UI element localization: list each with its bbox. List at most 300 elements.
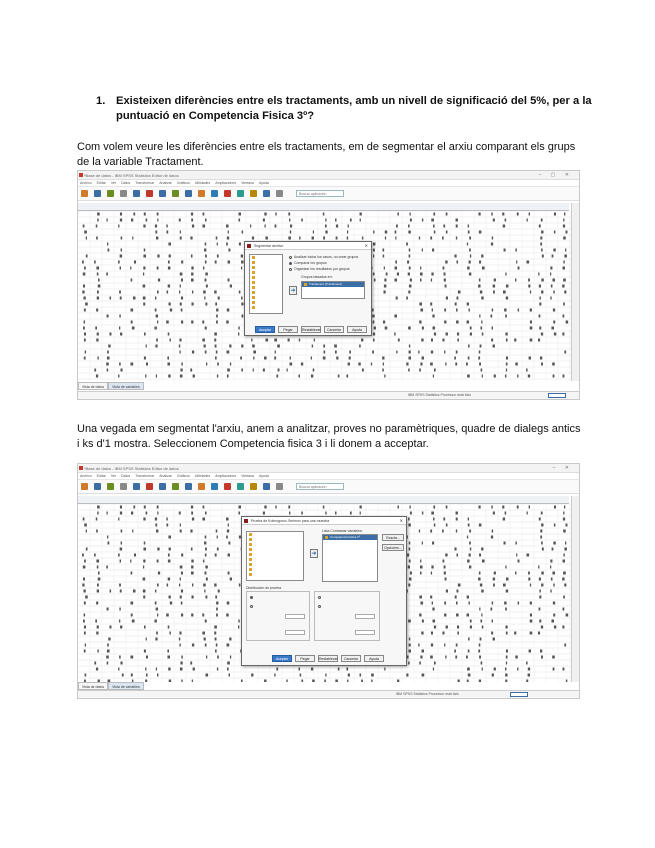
variable-list-item[interactable] bbox=[247, 572, 303, 577]
reset-button[interactable]: Restablecer bbox=[302, 328, 321, 332]
redo-icon[interactable] bbox=[146, 190, 153, 197]
grid-header bbox=[78, 203, 569, 211]
cell-value bbox=[216, 644, 218, 647]
param-field[interactable] bbox=[355, 614, 375, 619]
cell-value bbox=[529, 357, 531, 360]
cell-value bbox=[360, 213, 362, 216]
cell-value bbox=[157, 614, 158, 617]
cell-value bbox=[226, 321, 228, 324]
reset-button[interactable]: Restablecer bbox=[319, 657, 338, 661]
menu-item[interactable]: Archivo bbox=[80, 181, 92, 185]
cell-value bbox=[541, 291, 543, 294]
cell-value bbox=[492, 530, 493, 533]
cell-value bbox=[166, 524, 168, 527]
cell-value bbox=[346, 375, 348, 378]
cell-value bbox=[398, 339, 400, 342]
cell-value bbox=[214, 632, 216, 635]
cell-value bbox=[191, 614, 193, 617]
cell-value bbox=[385, 237, 386, 240]
cell-value bbox=[552, 572, 555, 575]
cell-value bbox=[205, 512, 207, 515]
cell-value bbox=[191, 255, 193, 258]
cell-value bbox=[167, 650, 169, 653]
open-icon[interactable] bbox=[81, 483, 88, 490]
cell-value bbox=[191, 548, 193, 551]
menu-item[interactable]: Ver bbox=[110, 474, 117, 478]
move-arrow-icon[interactable]: ➜ bbox=[311, 551, 317, 557]
cell-value bbox=[527, 512, 528, 515]
cell-value bbox=[431, 632, 433, 635]
menu-item[interactable]: Ventana bbox=[241, 181, 254, 185]
status-text: IBM SPSS Statistics Processor está listo bbox=[396, 692, 460, 696]
cell-value bbox=[539, 620, 541, 623]
goto-variable-icon[interactable] bbox=[172, 483, 179, 490]
menu-item[interactable]: Ayuda bbox=[258, 474, 269, 478]
menu-item[interactable]: Ampliaciones bbox=[215, 474, 237, 478]
radio-compare-groups[interactable] bbox=[289, 262, 292, 265]
paste-button[interactable]: Pegar bbox=[295, 655, 315, 662]
split-file-icon[interactable] bbox=[250, 483, 257, 490]
cell-value bbox=[347, 237, 348, 240]
cell-value bbox=[238, 219, 240, 222]
cell-value bbox=[155, 297, 156, 300]
cell-value bbox=[443, 225, 445, 228]
list-item-competencia-fisica-3[interactable]: Competencia Fisica 3º bbox=[323, 535, 377, 540]
cell-value bbox=[516, 261, 517, 264]
cell-value bbox=[505, 273, 506, 276]
cell-value bbox=[181, 279, 183, 282]
cell-value bbox=[238, 626, 239, 629]
cell-value bbox=[408, 620, 411, 623]
cell-value bbox=[144, 249, 146, 252]
insert-variable-icon[interactable] bbox=[237, 483, 244, 490]
cell-value bbox=[409, 506, 410, 509]
cell-value bbox=[96, 267, 99, 270]
find-icon[interactable] bbox=[211, 190, 218, 197]
cancel-button[interactable]: Cancelar bbox=[324, 326, 344, 333]
cell-value bbox=[143, 596, 145, 599]
cell-value bbox=[433, 620, 436, 623]
cell-value bbox=[157, 321, 158, 324]
cell-value bbox=[144, 506, 146, 509]
cell-value bbox=[493, 512, 495, 515]
cancel-button[interactable]: Cancelar bbox=[341, 655, 361, 662]
cell-value bbox=[143, 518, 145, 521]
cell-value bbox=[120, 506, 122, 509]
cell-value bbox=[133, 213, 135, 216]
distribution-group-left bbox=[246, 591, 310, 641]
undo-icon[interactable] bbox=[133, 190, 140, 197]
cell-value bbox=[289, 512, 290, 515]
cell-value bbox=[169, 303, 171, 306]
cell-value bbox=[518, 309, 519, 312]
checkbox-uniform[interactable] bbox=[250, 605, 253, 608]
cell-value bbox=[96, 237, 98, 240]
cell-value bbox=[301, 512, 303, 515]
cell-value bbox=[406, 297, 408, 300]
cell-value bbox=[264, 225, 265, 228]
cell-value bbox=[252, 237, 254, 240]
cell-value bbox=[289, 363, 292, 366]
cell-value bbox=[373, 339, 375, 342]
menu-item[interactable]: Transformar bbox=[135, 474, 155, 478]
param-field[interactable] bbox=[355, 630, 375, 635]
cell-value bbox=[301, 363, 303, 366]
menu-item[interactable]: Analizar bbox=[159, 474, 172, 478]
variables-icon[interactable] bbox=[185, 483, 192, 490]
cell-value bbox=[456, 321, 459, 324]
cell-value bbox=[563, 261, 564, 264]
insert-cases-icon[interactable] bbox=[224, 483, 231, 490]
cell-value bbox=[347, 231, 348, 234]
cell-value bbox=[205, 566, 207, 569]
cell-value bbox=[373, 249, 375, 252]
cell-value bbox=[482, 626, 484, 629]
cell-value bbox=[313, 231, 314, 234]
cell-value bbox=[538, 632, 540, 635]
test-variable-list[interactable] bbox=[322, 534, 378, 582]
cell-value bbox=[192, 584, 193, 587]
cell-value bbox=[238, 620, 239, 623]
cell-value bbox=[85, 351, 86, 354]
cell-value bbox=[526, 680, 528, 683]
cell-value bbox=[566, 524, 568, 527]
cell-value bbox=[84, 524, 87, 527]
cell-value bbox=[552, 656, 555, 659]
window-controls[interactable]: – ▢ ✕ bbox=[538, 172, 573, 178]
ok-button[interactable]: Aceptar bbox=[255, 326, 275, 333]
cell-value bbox=[263, 512, 265, 515]
menu-item[interactable]: Datos bbox=[121, 181, 131, 185]
cell-value bbox=[107, 536, 108, 539]
menu-item[interactable]: Ayuda bbox=[258, 181, 269, 185]
cell-value bbox=[566, 231, 568, 234]
cell-value bbox=[155, 638, 157, 641]
cell-value bbox=[528, 279, 530, 282]
save-icon[interactable] bbox=[94, 190, 101, 197]
cell-value bbox=[456, 237, 457, 240]
cell-value bbox=[227, 237, 229, 240]
cell-value bbox=[456, 518, 458, 521]
param-field[interactable] bbox=[285, 614, 305, 619]
insert-cases-icon[interactable] bbox=[224, 190, 231, 197]
checkbox-poisson[interactable] bbox=[318, 596, 321, 599]
cell-value bbox=[456, 602, 458, 605]
goto-variable-icon[interactable] bbox=[172, 190, 179, 197]
cell-value bbox=[540, 530, 542, 533]
print-icon[interactable] bbox=[107, 190, 114, 197]
cell-value bbox=[230, 578, 232, 581]
cell-value bbox=[181, 614, 183, 617]
cell-value bbox=[132, 237, 133, 240]
run-descriptives-icon[interactable] bbox=[198, 190, 205, 197]
variable-list-item[interactable] bbox=[250, 305, 282, 310]
cell-value bbox=[121, 237, 123, 240]
cell-value bbox=[349, 357, 351, 360]
cell-value bbox=[467, 536, 468, 539]
menu-item[interactable]: Datos bbox=[121, 474, 131, 478]
cell-value bbox=[420, 560, 421, 563]
cell-value bbox=[229, 638, 231, 641]
run-descriptives-icon[interactable] bbox=[198, 483, 205, 490]
menu-item[interactable]: Analizar bbox=[159, 181, 172, 185]
variable-list[interactable] bbox=[246, 531, 304, 581]
segment-file-dialog bbox=[244, 241, 372, 336]
cell-value bbox=[454, 548, 456, 551]
insert-variable-icon[interactable] bbox=[237, 190, 244, 197]
cell-value bbox=[563, 518, 565, 521]
cell-value bbox=[120, 333, 122, 336]
window-controls[interactable]: – ✕ bbox=[552, 465, 573, 471]
cell-value bbox=[539, 608, 541, 611]
cell-value bbox=[467, 560, 469, 563]
cell-value bbox=[552, 255, 554, 258]
cell-value bbox=[491, 339, 493, 342]
cell-value bbox=[96, 602, 98, 605]
cell-value bbox=[144, 650, 146, 653]
select-cases-icon[interactable] bbox=[276, 190, 283, 197]
cell-value bbox=[143, 225, 145, 228]
cell-value bbox=[168, 578, 170, 581]
cell-value bbox=[539, 596, 541, 599]
checkbox-exponential[interactable] bbox=[318, 605, 321, 608]
vertical-scrollbar[interactable] bbox=[571, 203, 579, 381]
cell-value bbox=[538, 566, 539, 569]
cell-value bbox=[540, 650, 542, 653]
cell-value bbox=[191, 303, 193, 306]
cell-value bbox=[97, 213, 100, 216]
goto-case-icon[interactable] bbox=[159, 483, 166, 490]
save-icon[interactable] bbox=[94, 483, 101, 490]
checkbox-normal[interactable] bbox=[250, 596, 253, 599]
cell-value bbox=[193, 668, 195, 671]
cell-value bbox=[131, 512, 133, 515]
select-cases-icon[interactable] bbox=[276, 483, 283, 490]
cell-value bbox=[420, 566, 423, 569]
cell-value bbox=[215, 554, 217, 557]
menu-item[interactable]: Ampliaciones bbox=[215, 181, 237, 185]
cell-value bbox=[144, 333, 146, 336]
cell-value bbox=[143, 273, 144, 276]
cell-value bbox=[204, 638, 206, 641]
cell-value bbox=[275, 225, 277, 228]
cell-value bbox=[119, 315, 120, 318]
menu-item[interactable]: Gráficos bbox=[176, 474, 190, 478]
cell-value bbox=[360, 506, 362, 509]
variables-icon[interactable] bbox=[185, 190, 192, 197]
variable-list[interactable] bbox=[249, 254, 283, 314]
menu-item[interactable]: Ventana bbox=[241, 474, 254, 478]
cell-value bbox=[191, 572, 194, 575]
cell-value bbox=[481, 590, 483, 593]
cell-value bbox=[143, 267, 145, 270]
cell-value bbox=[554, 626, 556, 629]
cell-value bbox=[502, 506, 504, 509]
radio-organize-groups[interactable] bbox=[289, 268, 292, 271]
cell-value bbox=[130, 363, 133, 366]
cell-value bbox=[215, 345, 217, 348]
cell-value bbox=[409, 644, 411, 647]
cell-value bbox=[86, 255, 88, 258]
cell-value bbox=[469, 273, 471, 276]
undo-icon[interactable] bbox=[133, 483, 140, 490]
options-button[interactable]: Opciones... bbox=[382, 544, 404, 551]
cell-value bbox=[480, 584, 482, 587]
cell-value bbox=[554, 333, 556, 336]
menu-item[interactable]: Gráficos bbox=[176, 181, 190, 185]
cell-value bbox=[563, 303, 565, 306]
cell-value bbox=[205, 273, 207, 276]
cell-value bbox=[553, 249, 555, 252]
cell-value bbox=[552, 279, 555, 282]
ok-button[interactable]: Aceptar bbox=[272, 655, 292, 662]
vertical-scrollbar[interactable] bbox=[571, 496, 579, 682]
cell-value bbox=[181, 602, 183, 605]
close-icon[interactable]: ✕ bbox=[399, 518, 403, 523]
distribution-group-right bbox=[314, 591, 380, 641]
cell-value bbox=[422, 357, 424, 360]
cell-value bbox=[454, 255, 456, 258]
cell-value bbox=[456, 351, 458, 354]
cell-value bbox=[155, 524, 157, 527]
tab-data-view[interactable]: Vista de datos bbox=[78, 382, 108, 390]
weight-cases-icon[interactable] bbox=[263, 190, 270, 197]
tab-variable-view[interactable]: Vista de variables bbox=[108, 382, 144, 390]
search-input[interactable]: Buscar aplicación bbox=[296, 483, 344, 490]
cell-value bbox=[323, 357, 326, 360]
print-icon[interactable] bbox=[107, 483, 114, 490]
cell-value bbox=[143, 285, 146, 288]
cell-value bbox=[492, 237, 493, 240]
cell-value bbox=[205, 644, 207, 647]
groups-list[interactable] bbox=[301, 281, 365, 299]
cell-value bbox=[167, 363, 170, 366]
cell-value bbox=[203, 560, 204, 563]
cell-value bbox=[455, 303, 457, 306]
cell-value bbox=[250, 225, 251, 228]
cell-value bbox=[563, 375, 565, 378]
cell-value bbox=[563, 554, 564, 557]
close-icon[interactable]: ✕ bbox=[364, 243, 368, 248]
cell-value bbox=[107, 644, 109, 647]
option-compare-groups: Comparar los grupos bbox=[294, 261, 327, 265]
cell-value bbox=[553, 584, 554, 587]
cell-value bbox=[98, 279, 100, 282]
open-icon[interactable] bbox=[81, 190, 88, 197]
cell-value bbox=[529, 506, 530, 509]
cell-value bbox=[325, 231, 327, 234]
menu-item[interactable]: Utilidades bbox=[194, 474, 211, 478]
cell-value bbox=[169, 632, 170, 635]
cell-value bbox=[264, 213, 266, 216]
cell-value bbox=[155, 225, 157, 228]
cell-value bbox=[311, 375, 313, 378]
cell-value bbox=[82, 291, 84, 294]
cell-value bbox=[553, 375, 555, 378]
cell-value bbox=[457, 632, 459, 635]
cell-value bbox=[466, 656, 468, 659]
cell-value bbox=[217, 548, 219, 551]
menu-item[interactable]: Ver bbox=[110, 181, 117, 185]
dialog-recall-icon[interactable] bbox=[120, 190, 127, 197]
cell-value bbox=[408, 225, 410, 228]
paste-button[interactable]: Pegar bbox=[278, 326, 298, 333]
cell-value bbox=[552, 548, 554, 551]
cell-value bbox=[562, 333, 564, 336]
cell-value bbox=[146, 363, 148, 366]
cell-value bbox=[419, 614, 421, 617]
cell-value bbox=[205, 351, 207, 354]
menu-item[interactable]: Utilidades bbox=[194, 181, 211, 185]
cell-value bbox=[394, 333, 395, 336]
cell-value bbox=[479, 572, 481, 575]
menu-item[interactable]: Transformar bbox=[135, 181, 155, 185]
find-icon[interactable] bbox=[211, 483, 218, 490]
cell-value bbox=[181, 321, 183, 324]
cell-value bbox=[168, 243, 171, 246]
move-arrow-icon[interactable]: ➜ bbox=[290, 288, 296, 294]
cell-value bbox=[157, 512, 158, 515]
cell-value bbox=[384, 267, 385, 270]
param-field[interactable] bbox=[285, 630, 305, 635]
cell-value bbox=[442, 632, 444, 635]
cell-value bbox=[504, 602, 506, 605]
help-button[interactable]: Ayuda bbox=[347, 326, 367, 333]
list-item-tractament[interactable]: Tractament [Tractament] bbox=[302, 282, 364, 287]
exact-button[interactable]: Exacta... bbox=[382, 534, 404, 541]
cell-value bbox=[479, 231, 482, 234]
weight-cases-icon[interactable] bbox=[263, 483, 270, 490]
cell-value bbox=[456, 590, 458, 593]
cell-value bbox=[470, 626, 472, 629]
radio-all-cases[interactable] bbox=[289, 256, 292, 259]
cell-value bbox=[528, 285, 530, 288]
cell-value bbox=[384, 668, 385, 671]
cell-value bbox=[479, 261, 481, 264]
cell-value bbox=[166, 225, 167, 228]
spss-app-icon bbox=[79, 466, 83, 470]
cell-value bbox=[179, 351, 180, 354]
dialog-recall-icon[interactable] bbox=[120, 483, 127, 490]
menu-item[interactable]: Archivo bbox=[80, 474, 92, 478]
cell-value bbox=[121, 249, 122, 252]
cell-value bbox=[131, 674, 133, 677]
cell-value bbox=[491, 243, 493, 246]
menu-item[interactable]: Editar bbox=[96, 474, 106, 478]
cell-value bbox=[191, 560, 193, 563]
menu-item[interactable]: Editar bbox=[96, 181, 106, 185]
cell-value bbox=[431, 339, 433, 342]
cell-value bbox=[202, 225, 205, 228]
goto-case-icon[interactable] bbox=[159, 190, 166, 197]
cell-value bbox=[430, 303, 432, 306]
tab-variable-view[interactable]: Vista de variables bbox=[108, 682, 144, 690]
cell-value bbox=[470, 548, 471, 551]
redo-icon[interactable] bbox=[146, 483, 153, 490]
search-input[interactable]: Buscar aplicación bbox=[296, 190, 344, 197]
cell-value bbox=[274, 339, 277, 342]
split-file-icon[interactable] bbox=[250, 190, 257, 197]
cell-value bbox=[361, 339, 363, 342]
cell-value bbox=[444, 644, 445, 647]
cell-value bbox=[205, 261, 207, 264]
cell-value bbox=[470, 620, 472, 623]
tab-data-view[interactable]: Vista de datos bbox=[78, 682, 108, 690]
status-bar bbox=[78, 690, 579, 698]
help-button[interactable]: Ayuda bbox=[364, 655, 384, 662]
cell-value bbox=[119, 327, 120, 330]
cell-value bbox=[83, 566, 86, 569]
